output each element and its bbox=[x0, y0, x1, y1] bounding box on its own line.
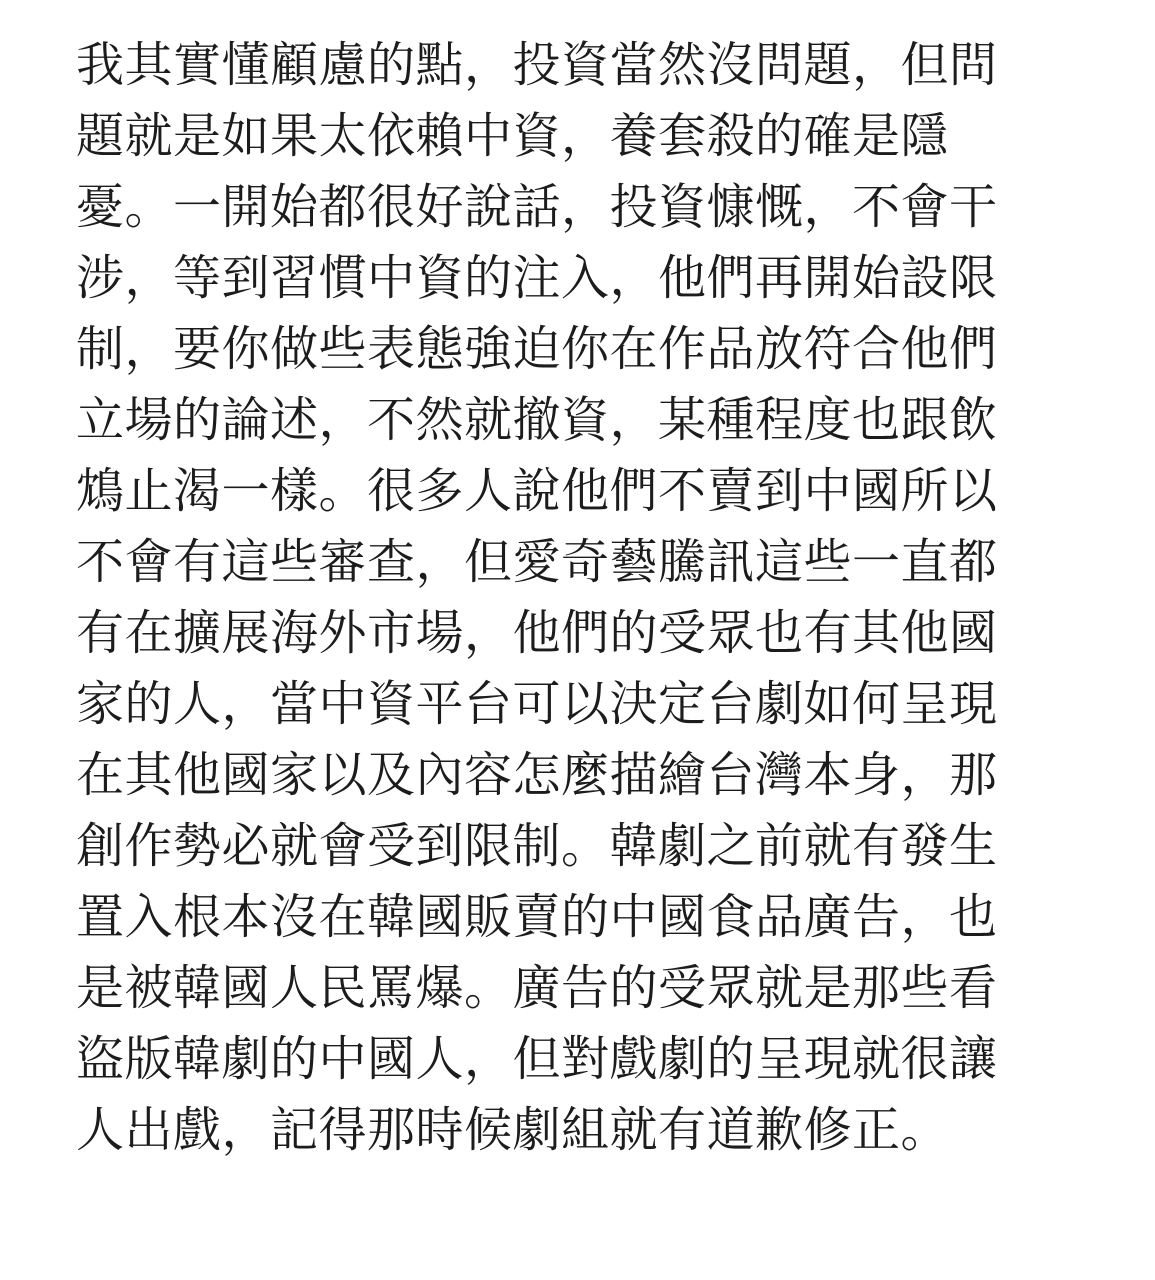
text-line: 家的人，當中資平台可以決定台劇如何呈現 bbox=[76, 676, 998, 732]
text-line: 題就是如果太依賴中資，養套殺的確是隱 bbox=[76, 108, 950, 164]
text-line: 立場的論述，不然就撤資，某種程度也跟飲 bbox=[76, 392, 998, 448]
text-line: 人出戲，記得那時候劇組就有道歉修正。 bbox=[76, 1102, 950, 1158]
text-line: 憂。一開始都很好說話，投資慷慨，不會干 bbox=[76, 179, 998, 235]
text-line: 制，要你做些表態強迫你在作品放符合他們 bbox=[76, 321, 998, 377]
text-line: 在其他國家以及內容怎麼描繪台灣本身，那 bbox=[76, 747, 998, 803]
text-line: 鴆止渴一樣。很多人說他們不賣到中國所以 bbox=[76, 463, 998, 519]
text-line: 是被韓國人民罵爆。廣告的受眾就是那些看 bbox=[76, 960, 998, 1016]
text-line: 我其實懂顧慮的點，投資當然沒問題，但問 bbox=[76, 37, 998, 93]
text-line: 盜版韓劇的中國人，但對戲劇的呈現就很讓 bbox=[76, 1031, 998, 1087]
text-line: 涉，等到習慣中資的注入，他們再開始設限 bbox=[76, 250, 998, 306]
text-line: 不會有這些審查，但愛奇藝騰訊這些一直都 bbox=[76, 534, 998, 590]
text-line: 有在擴展海外市場，他們的受眾也有其他國 bbox=[76, 605, 998, 661]
text-line: 置入根本沒在韓國販賣的中國食品廣告，也 bbox=[76, 889, 998, 945]
text-line: 創作勢必就會受到限制。韓劇之前就有發生 bbox=[76, 818, 998, 874]
post-text-body bbox=[76, 30, 1066, 1166]
